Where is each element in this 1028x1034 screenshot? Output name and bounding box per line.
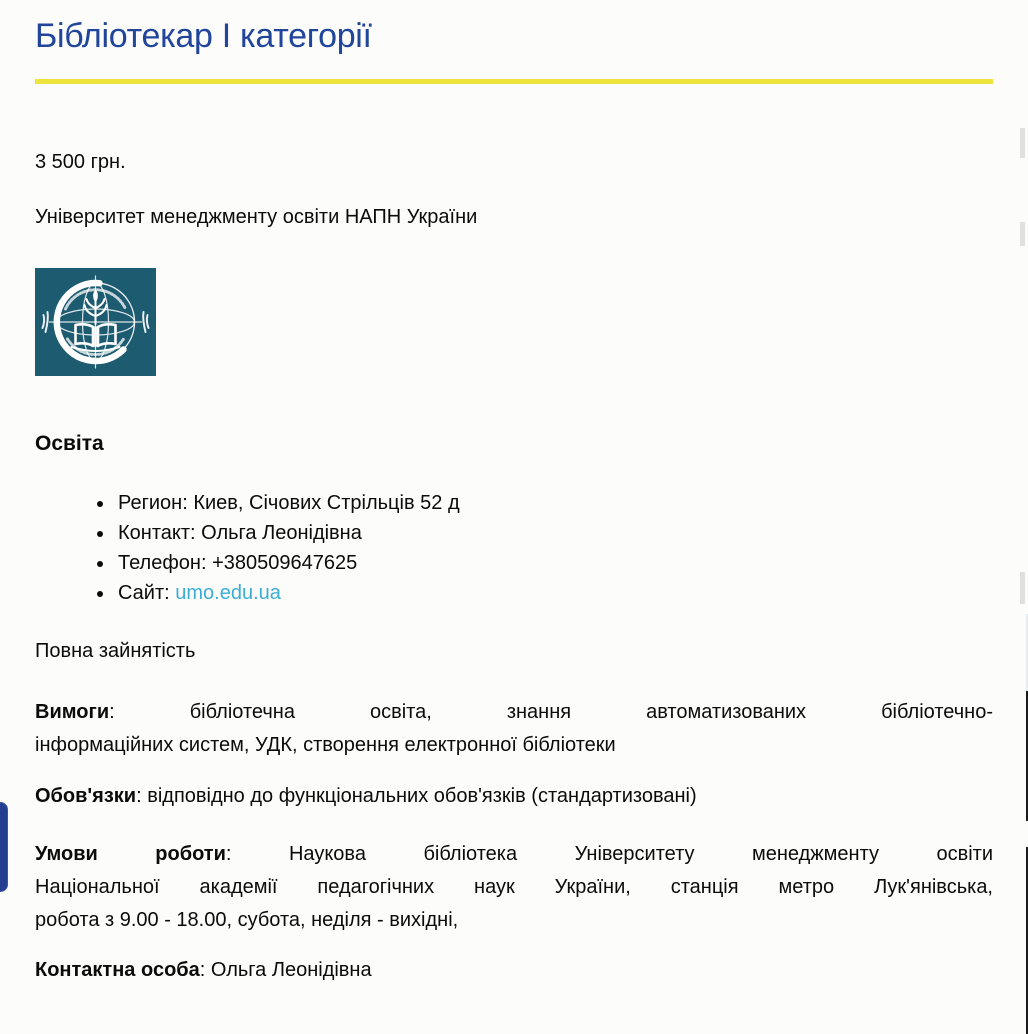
- work-conditions-paragraph: [35, 838, 993, 937]
- conditions-label: Умови роботи: [35, 843, 226, 865]
- phone-text: Телефон: +380509647625: [118, 552, 358, 574]
- list-item-phone: [115, 548, 993, 578]
- right-edge-artifact: [1020, 572, 1025, 604]
- requirements-line1: : бібліотечна освіта, знання автоматизованих бібліотечно-: [109, 701, 993, 723]
- list-item-region: [115, 488, 993, 518]
- title-divider: [35, 79, 993, 84]
- website-link[interactable]: umo.edu.ua: [175, 582, 281, 604]
- list-item-contact: [115, 518, 993, 548]
- website-label: Сайт:: [118, 582, 176, 604]
- conditions-line2: Національної академії педагогічних наук України, станція метро Лук'янівська,: [35, 876, 993, 898]
- university-logo-icon: [35, 268, 156, 376]
- salary-text: 3 500 грн.: [35, 151, 126, 173]
- organization-name: Університет менеджменту освіти НАПН України: [35, 206, 478, 228]
- duties-text: : відповідно до функціональних обов'язків (стандартизовані): [136, 785, 697, 807]
- duties-label: Обов'язки: [35, 785, 137, 807]
- conditions-line3: робота з 9.00 - 18.00, субота, неділя - вихідні,: [35, 909, 459, 931]
- right-edge-artifact: [1020, 222, 1025, 246]
- region-text: Регион: Киев, Січових Стрільців 52 д: [118, 492, 460, 514]
- section-heading-education: Освіта: [35, 432, 104, 455]
- duties-paragraph: [35, 780, 993, 813]
- contact-person-text: : Ольга Леонідівна: [199, 959, 372, 981]
- job-detail-list: [35, 488, 993, 608]
- list-item-website: [115, 578, 993, 608]
- requirements-paragraph: [35, 696, 993, 762]
- contact-text: Контакт: Ольга Леонідівна: [118, 522, 362, 544]
- right-edge-artifact: [1020, 128, 1025, 158]
- contact-person-paragraph: [35, 954, 993, 987]
- requirements-line2: інформаційних систем, УДК, створення електронної бібліотеки: [35, 734, 616, 756]
- conditions-line1: : Наукова бібліотека Університету менеджменту освіти: [225, 843, 994, 865]
- page-title: Бібліотекар І категорії: [35, 17, 372, 55]
- requirements-label: Вимоги: [35, 701, 110, 723]
- employment-type: Повна зайнятість: [35, 640, 196, 662]
- left-edge-widget[interactable]: [0, 802, 8, 892]
- job-posting-page: [0, 14, 1028, 987]
- contact-person-label: Контактна особа: [35, 959, 200, 981]
